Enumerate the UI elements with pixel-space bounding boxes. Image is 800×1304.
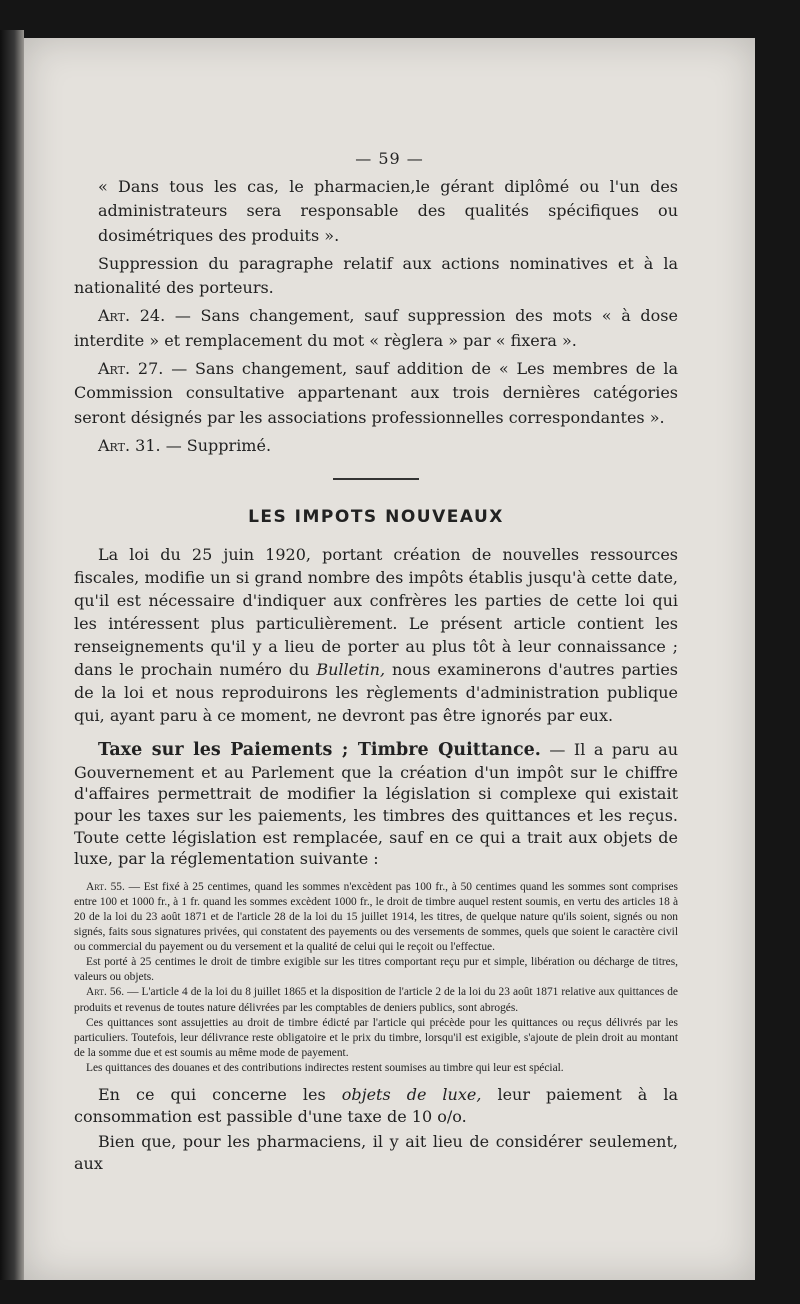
law-paragraph: Ces quittances sont assujetties au droit de timbre édicté par l'article qui précède pour les quittances ou reçus délivrés par les particuliers. Toutefois, leur délivrance reste obligatoire et le prix du timbre, lorsqu'il est exigible, s'ajoute de plein droit au montant de la somme due et est soumis au même mode de payement. xyxy=(74,1016,678,1059)
page-body xyxy=(74,175,678,1175)
pharmacists-paragraph: Bien que, pour les pharmaciens, il y ait lieu de considérer seulement, aux xyxy=(74,1132,678,1174)
law-article-55: Art. 55. — Est fixé à 25 centimes, quand les sommes n'excèdent pas 100 fr., à 50 centimes quand les sommes sont comprises entre 100 et 1000 fr., à 1 fr. quand les sommes excèdent 1000 fr., le droit de timbre auquel restent soumis, en vertu des articles 18 à 20 de la loi du 23 août 1871 et de l'article 28 de la loi du 15 juillet 1914, les titres, de quelque nature qu'ils soient, signés ou non signés, faits sous signatures privées, qui constatent des payements ou des versements de sommes, quels que soient le caractère civil ou commercial du payement ou du versement et la qualité de celui qui le reçoit ou l'effectue. xyxy=(74,880,678,954)
suppression-paragraph: Suppression du paragraphe relatif aux actions nominatives et à la nationalité des porteurs. xyxy=(74,253,678,298)
law-excerpt xyxy=(74,880,678,1076)
article-27: Art. 27. — Sans changement, sauf addition de « Les membres de la Commission consultative appartenant aux trois dernières catégories seront désignés par les associations professionnelles correspondantes ». xyxy=(74,359,679,427)
article-24: Art. 24. — Sans changement, sauf suppression des mots « à dose interdite » et remplacement du mot « règlera » par « fixera ». xyxy=(74,306,678,350)
law-paragraph: Les quittances des douanes et des contributions indirectes restent soumises au timbre qui leur est spécial. xyxy=(86,1061,564,1074)
taxe-heading: Taxe sur les Paiements ; Timbre Quittance. xyxy=(98,740,541,761)
book-page xyxy=(24,38,755,1280)
article-31: Art. 31. — Supprimé. xyxy=(98,435,272,455)
section-divider xyxy=(333,478,419,480)
quote-paragraph: « Dans tous les cas, le pharmacien,le gérant diplômé ou l'un des administrateurs sera responsable des qualités spécifiques ou dosimétriques des produits ». xyxy=(98,177,678,245)
taxe-paragraph: Taxe sur les Paiements ; Timbre Quittance. — Il a paru au Gouvernement et au Parlement que la création d'un impôt sur le chiffre d'affaires permettrait de modifier la législation si complexe qui existait pour les taxes sur les paiements, les timbres des quittances et les reçus. Toute cette législation est remplacée, sauf en ce qui a trait aux objets de luxe, par la réglementation suivante : xyxy=(74,740,679,869)
article-label: Art. 27. xyxy=(98,359,164,379)
law-article-56: Art. 56. — L'article 4 de la loi du 8 juillet 1865 et la disposition de l'article 2 de la loi du 23 août 1871 relative aux quittances de produits et revenus de toutes nature délivrées par les comptables de deniers publics, sont abrogés. xyxy=(74,986,678,1014)
page-number: — 59 — xyxy=(355,149,424,168)
section-title: LES IMPOTS NOUVEAUX xyxy=(248,507,504,528)
article-label: Art. 24. xyxy=(98,306,166,326)
law-paragraph: Est porté à 25 centimes le droit de timbre exigible sur les titres comportant reçu pur et simple, libération ou décharge de titres, valeurs ou objets. xyxy=(74,956,678,984)
book-spine-shadow xyxy=(0,30,24,1280)
intro-paragraph: La loi du 25 juin 1920, portant création de nouvelles ressources fiscales, modifie un si grand nombre des impôts établis jusqu'à cette date, qu'il est nécessaire d'indiquer aux confrères les parties de cette loi qui les intéressent plus particulièrement. Le présent article contient les renseignements qu'il y a lieu de porter au plus tôt à leur connaissance ; dans le prochain numéro du Bulletin, nous examinerons d'autres parties de la loi et nous reproduirons les règlements d'administration publique qui, ayant paru à ce moment, ne devront pas être ignorés par eux. xyxy=(74,545,678,726)
luxury-paragraph: En ce qui concerne les objets de luxe, leur paiement à la consommation est passible d'une taxe de 10 o/o. xyxy=(74,1085,678,1127)
article-label: Art. 31. xyxy=(98,435,161,455)
